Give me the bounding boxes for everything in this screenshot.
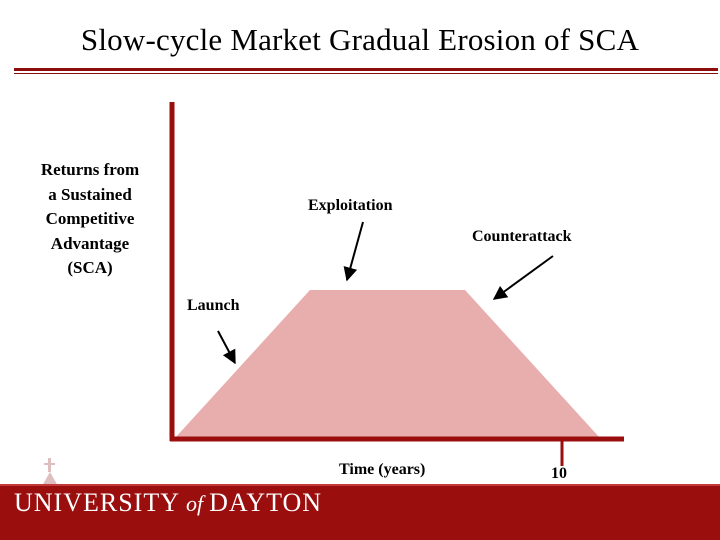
launch-arrow — [218, 331, 235, 363]
x-tick-label: 10 — [551, 465, 567, 482]
footer-band — [0, 484, 720, 486]
launch-label: Launch — [187, 297, 240, 314]
counterattack-label: Counterattack — [472, 228, 572, 245]
logo-word-of: of — [186, 491, 204, 516]
university-logo-text — [14, 488, 322, 518]
logo-word-dayton: DAYTON — [209, 488, 323, 517]
x-axis-label: Time (years) — [339, 461, 426, 478]
footer-banner — [0, 484, 720, 540]
exploitation-label: Exploitation — [308, 197, 393, 214]
logo-word-university: UNIVERSITY — [14, 488, 180, 517]
counterattack-arrow — [494, 256, 553, 299]
y-axis-label: Returns from a Sustained Competitive Advantage (SCA) — [40, 160, 140, 277]
exploitation-arrow — [347, 222, 363, 280]
slide-title: Slow-cycle Market Gradual Erosion of SCA — [80, 22, 640, 57]
